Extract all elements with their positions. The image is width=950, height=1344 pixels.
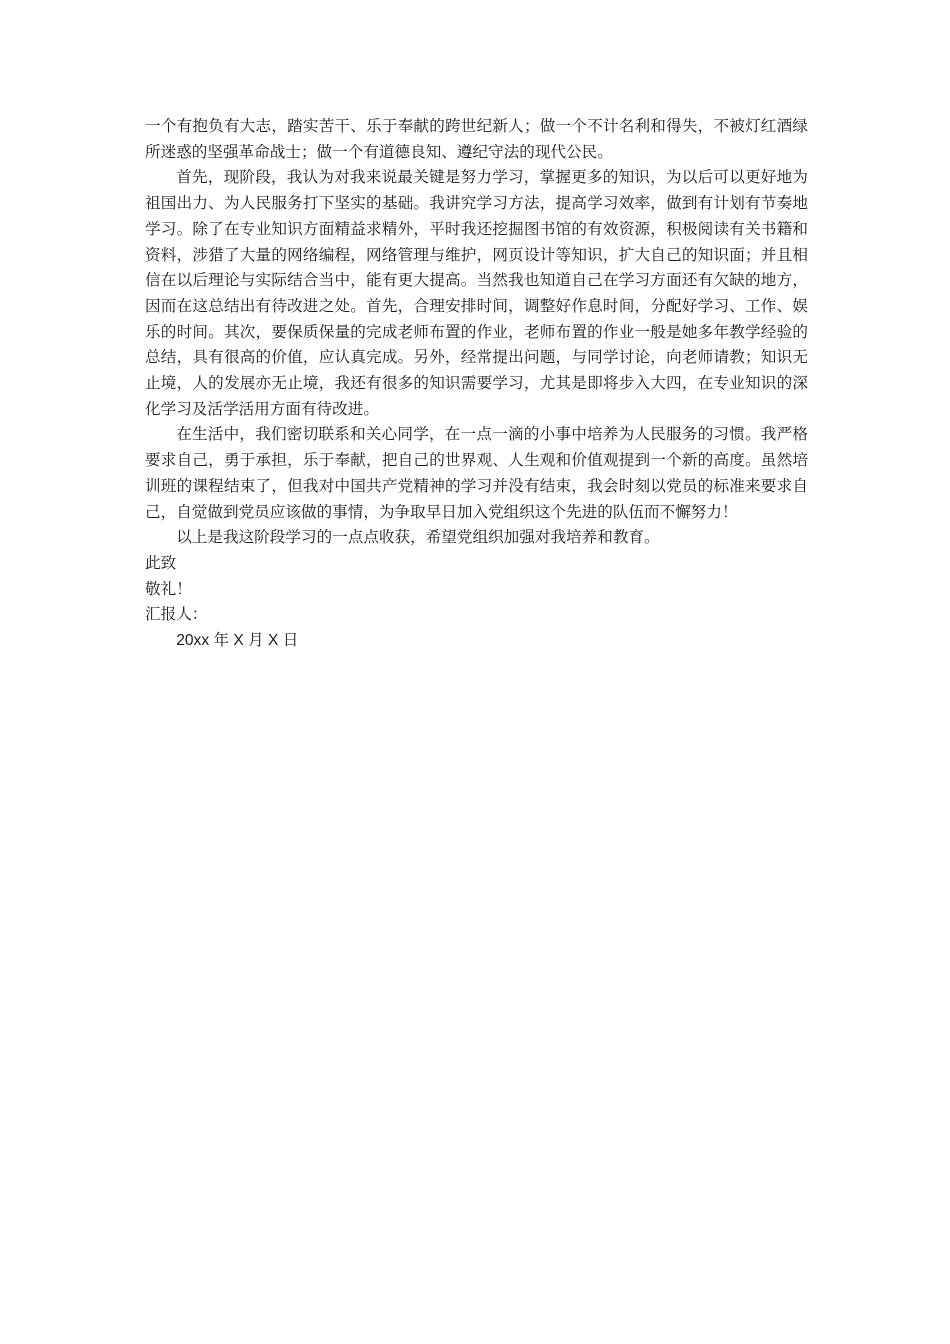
reporter-line: 汇报人：: [145, 605, 208, 624]
salute-line: 敬礼！: [145, 579, 192, 598]
paragraph-study: 首先，现阶段，我认为对我来说最关键是努力学习，掌握更多的知识，为以后可以更好地为祖国出力、为人民服务打下坚实的基础。我讲究学习方法，提高学习效率，做到有计划有节奏地学习。除了在专业知识方面精益求精外，平时我还挖掘图书馆的有效资源，积极阅读有关书籍和资料，涉猎了大量的网络编程，网络管理与维护，网页设计等知识，扩大自己的知识面；并且相信在以后理论与实际结合当中，能有更大提高。当然我也知道自己在学习方面还有欠缺的地方，因而在这总结出有待改进之处。首先，合理安排时间，调整好作息时间，分配好学习、工作、娱乐的时间。其次，要保质保量的完成老师布置的作业，老师布置的作业一般是她多年教学经验的总结，具有很高的价值，应认真完成。另外，经常提出问题，与同学讨论，向老师请教；知识无止境，人的发展亦无止境，我还有很多的知识需要学习，尤其是即将步入大四，在专业知识的深化学习及活学活用方面有待改进。: [145, 168, 808, 418]
paragraph-continuation: 一个有抱负有大志，踏实苦干、乐于奉献的跨世纪新人；做一个不计名利和得失，不被灯红酒绿所迷惑的坚强革命战士；做一个有道德良知、遵纪守法的现代公民。: [145, 117, 808, 161]
closing-line: 此致: [145, 553, 177, 572]
paragraph-conclusion: 以上是我这阶段学习的一点点收获，希望党组织加强对我培养和教育。: [176, 528, 660, 547]
date-line: 20xx 年 X 月 X 日: [176, 632, 299, 650]
paragraph-life: 在生活中，我们密切联系和关心同学，在一点一滴的小事中培养为人民服务的习惯。我严格要求自己，勇于承担，乐于奉献，把自己的世界观、人生观和价值观提到一个新的高度。虽然培训班的课程结束了，但我对中国共产党精神的学习并没有结束，我会时刻以党员的标准来要求自己，自觉做到党员应该做的事情，为争取早日加入党组织这个先进的队伍而不懈努力！: [145, 425, 808, 521]
document-body: [145, 114, 808, 654]
